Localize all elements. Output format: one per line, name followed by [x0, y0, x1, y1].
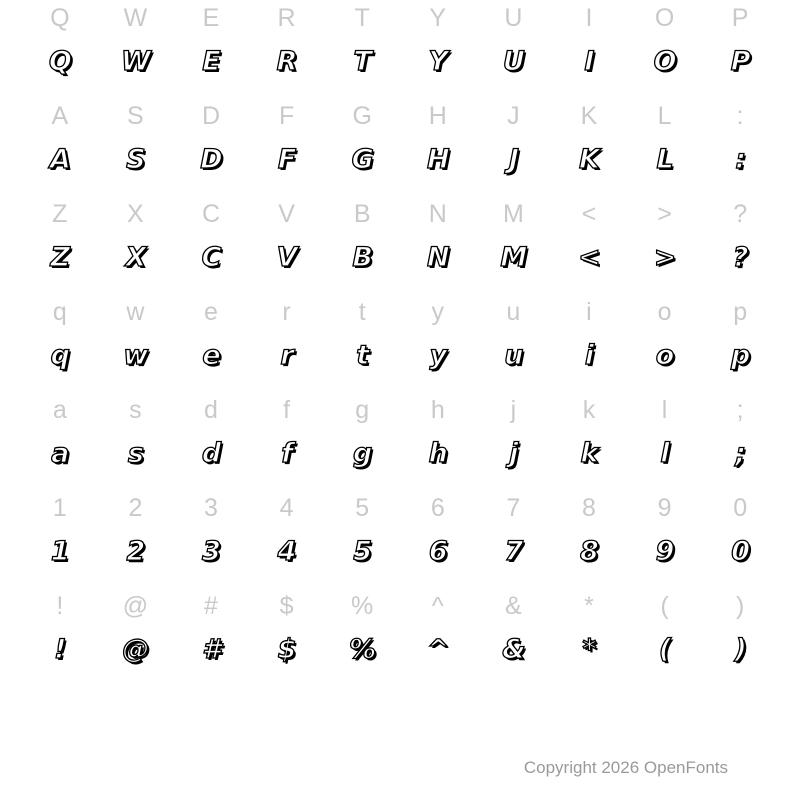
glyph-sample-char: W — [120, 46, 150, 77]
glyph-sample-char: > — [653, 242, 676, 273]
glyph-sample-char: K — [578, 144, 599, 175]
key-reference-char: 8 — [582, 494, 596, 522]
glyph-sample-char: N — [426, 242, 449, 273]
key-reference-char: W — [123, 4, 148, 32]
key-reference-char: ( — [660, 592, 669, 620]
key-reference-char: s — [129, 396, 142, 424]
glyph-sample-row — [22, 438, 778, 490]
glyph-sample-char: ( — [658, 634, 671, 665]
glyph-sample-char: ! — [54, 634, 66, 665]
key-reference-char: 9 — [657, 494, 672, 522]
key-reference-row — [22, 588, 778, 634]
key-reference-char: I — [585, 4, 593, 32]
glyph-sample-char: k — [580, 438, 598, 469]
glyph-sample-char: V — [276, 242, 297, 273]
key-reference-char: ^ — [431, 592, 444, 620]
glyph-sample-char: s — [127, 438, 143, 469]
key-reference-char: $ — [279, 592, 294, 620]
key-reference-char: B — [353, 200, 371, 228]
glyph-sample-char: A — [49, 144, 70, 175]
glyph-sample-row — [22, 634, 778, 686]
key-reference-char: M — [502, 200, 524, 228]
key-reference-char: ) — [735, 592, 745, 620]
glyph-sample-char: 6 — [428, 536, 447, 567]
key-reference-row — [22, 392, 778, 438]
key-reference-char: Q — [50, 4, 70, 32]
glyph-sample-char: % — [349, 634, 376, 665]
glyph-sample-char: : — [735, 144, 746, 175]
key-reference-char: 2 — [128, 494, 143, 522]
key-reference-char: p — [733, 298, 748, 326]
glyph-sample-char: 3 — [202, 536, 220, 567]
glyph-sample-char: u — [504, 340, 523, 371]
key-reference-char: g — [355, 396, 370, 424]
key-reference-char: V — [278, 200, 295, 228]
glyph-sample-char: B — [352, 242, 372, 273]
key-reference-char: Z — [52, 200, 68, 228]
key-reference-char: w — [126, 298, 145, 326]
glyph-sample-char: h — [428, 438, 447, 469]
glyph-sample-char: P — [730, 46, 750, 77]
key-reference-char: J — [507, 102, 520, 130]
glyph-sample-char: M — [500, 242, 527, 273]
key-reference-char: ? — [733, 200, 748, 228]
key-reference-char: 4 — [279, 494, 294, 522]
key-reference-char: ; — [736, 396, 744, 424]
key-reference-char: N — [428, 200, 447, 228]
key-reference-char: u — [506, 298, 521, 326]
glyph-sample-char: S — [126, 144, 145, 175]
glyph-sample-char: * — [582, 634, 596, 665]
glyph-sample-char: ) — [734, 634, 746, 665]
key-reference-char: G — [352, 102, 372, 130]
glyph-sample-char: f — [281, 438, 292, 469]
glyph-sample-row — [22, 536, 778, 588]
glyph-sample-char: O — [653, 46, 676, 77]
glyph-sample-char: L — [656, 144, 673, 175]
glyph-sample-char: T — [353, 46, 371, 77]
glyph-sample-char: o — [655, 340, 674, 371]
key-reference-char: i — [586, 298, 592, 326]
glyph-sample-char: U — [502, 46, 524, 77]
glyph-sample-char: w — [123, 340, 148, 371]
glyph-sample-char: G — [351, 144, 373, 175]
key-reference-char: 5 — [355, 494, 370, 522]
key-reference-char: # — [204, 592, 218, 620]
key-reference-char: : — [736, 102, 744, 130]
key-reference-char: f — [283, 396, 291, 424]
key-reference-char: X — [127, 200, 144, 228]
key-reference-char: S — [127, 102, 144, 130]
key-reference-row — [22, 0, 778, 46]
glyph-sample-char: $ — [277, 634, 296, 665]
key-reference-char: F — [278, 102, 295, 130]
glyph-sample-char: e — [202, 340, 220, 371]
key-reference-char: l — [661, 396, 668, 424]
key-reference-char: D — [201, 102, 221, 130]
key-reference-char: o — [657, 298, 672, 326]
glyph-sample-char: X — [125, 242, 146, 273]
glyph-sample-char: 0 — [731, 536, 750, 567]
key-reference-char: h — [430, 396, 445, 424]
key-reference-row — [22, 196, 778, 242]
glyph-sample-char: # — [202, 634, 220, 665]
glyph-sample-char: j — [509, 438, 518, 469]
key-reference-char: ! — [56, 592, 64, 620]
key-reference-char: O — [654, 4, 675, 32]
glyph-sample-char: 5 — [353, 536, 372, 567]
key-reference-char: % — [351, 592, 374, 620]
key-reference-char: > — [657, 200, 672, 228]
glyph-sample-char: F — [277, 144, 296, 175]
key-reference-char: t — [358, 298, 366, 326]
glyph-sample-char: C — [201, 242, 221, 273]
key-reference-char: R — [277, 4, 296, 32]
key-reference-char: 0 — [733, 494, 748, 522]
key-reference-char: Y — [429, 4, 447, 32]
glyph-sample-char: 4 — [277, 536, 296, 567]
glyph-sample-char: q — [50, 340, 69, 371]
key-reference-char: C — [201, 200, 221, 228]
key-reference-row — [22, 98, 778, 144]
key-reference-char: d — [204, 396, 218, 424]
glyph-sample-char: & — [502, 634, 525, 665]
glyph-sample-char: Q — [48, 46, 71, 77]
key-reference-char: P — [731, 4, 749, 32]
key-reference-row — [22, 294, 778, 340]
glyph-sample-row — [22, 340, 778, 392]
key-reference-char: L — [657, 102, 672, 130]
glyph-sample-char: Y — [428, 46, 448, 77]
glyph-sample-char: 8 — [580, 536, 598, 567]
key-reference-char: E — [202, 4, 220, 32]
glyph-sample-char: a — [51, 438, 69, 469]
key-reference-char: a — [52, 396, 67, 424]
key-reference-char: j — [510, 396, 517, 424]
glyph-sample-char: 1 — [50, 536, 69, 567]
glyph-sample-char: J — [508, 144, 518, 175]
glyph-sample-row — [22, 46, 778, 98]
key-reference-char: A — [51, 102, 69, 130]
key-reference-char: 3 — [204, 494, 218, 522]
key-reference-char: 6 — [430, 494, 445, 522]
key-reference-char: U — [504, 4, 523, 32]
glyph-sample-char: R — [276, 46, 297, 77]
glyph-sample-char: @ — [122, 634, 149, 665]
glyph-sample-char: t — [356, 340, 369, 371]
glyph-sample-char: r — [280, 340, 293, 371]
glyph-sample-char: 7 — [504, 536, 523, 567]
glyph-sample-row — [22, 144, 778, 196]
key-reference-char: & — [505, 592, 522, 620]
glyph-sample-row — [22, 242, 778, 294]
copyright-text: Copyright 2026 OpenFonts — [523, 758, 728, 777]
glyph-sample-char: D — [200, 144, 222, 175]
glyph-sample-char: ; — [735, 438, 746, 469]
key-reference-char: * — [584, 592, 594, 620]
glyph-sample-char: H — [426, 144, 449, 175]
glyph-sample-char: l — [660, 438, 669, 469]
glyph-sample-char: Z — [50, 242, 70, 273]
glyph-sample-char: p — [730, 340, 750, 371]
glyph-sample-char: i — [584, 340, 594, 371]
key-reference-char: e — [204, 298, 218, 326]
key-reference-char: H — [428, 102, 447, 130]
key-reference-char: T — [354, 4, 370, 32]
glyph-sample-char: y — [429, 340, 447, 371]
key-reference-char: y — [431, 298, 445, 326]
key-reference-char: k — [582, 396, 596, 424]
glyph-sample-char: g — [353, 438, 372, 469]
glyph-sample-char: E — [202, 46, 220, 77]
key-reference-char: q — [52, 298, 67, 326]
key-reference-row — [22, 490, 778, 536]
footer — [0, 758, 800, 778]
key-reference-char: 1 — [52, 494, 67, 522]
glyph-sample-char: < — [578, 242, 600, 273]
glyph-sample-char: 9 — [655, 536, 674, 567]
key-reference-char: 7 — [506, 494, 521, 522]
glyph-sample-char: d — [201, 438, 221, 469]
glyph-sample-char: 2 — [126, 536, 145, 567]
glyph-sample-char: I — [584, 46, 594, 77]
key-reference-char: < — [581, 200, 597, 228]
key-reference-char: @ — [122, 592, 149, 620]
glyph-sample-char: ? — [732, 242, 748, 273]
key-reference-char: K — [580, 102, 598, 130]
glyph-sample-char: ^ — [426, 634, 449, 665]
key-reference-char: r — [282, 298, 291, 326]
